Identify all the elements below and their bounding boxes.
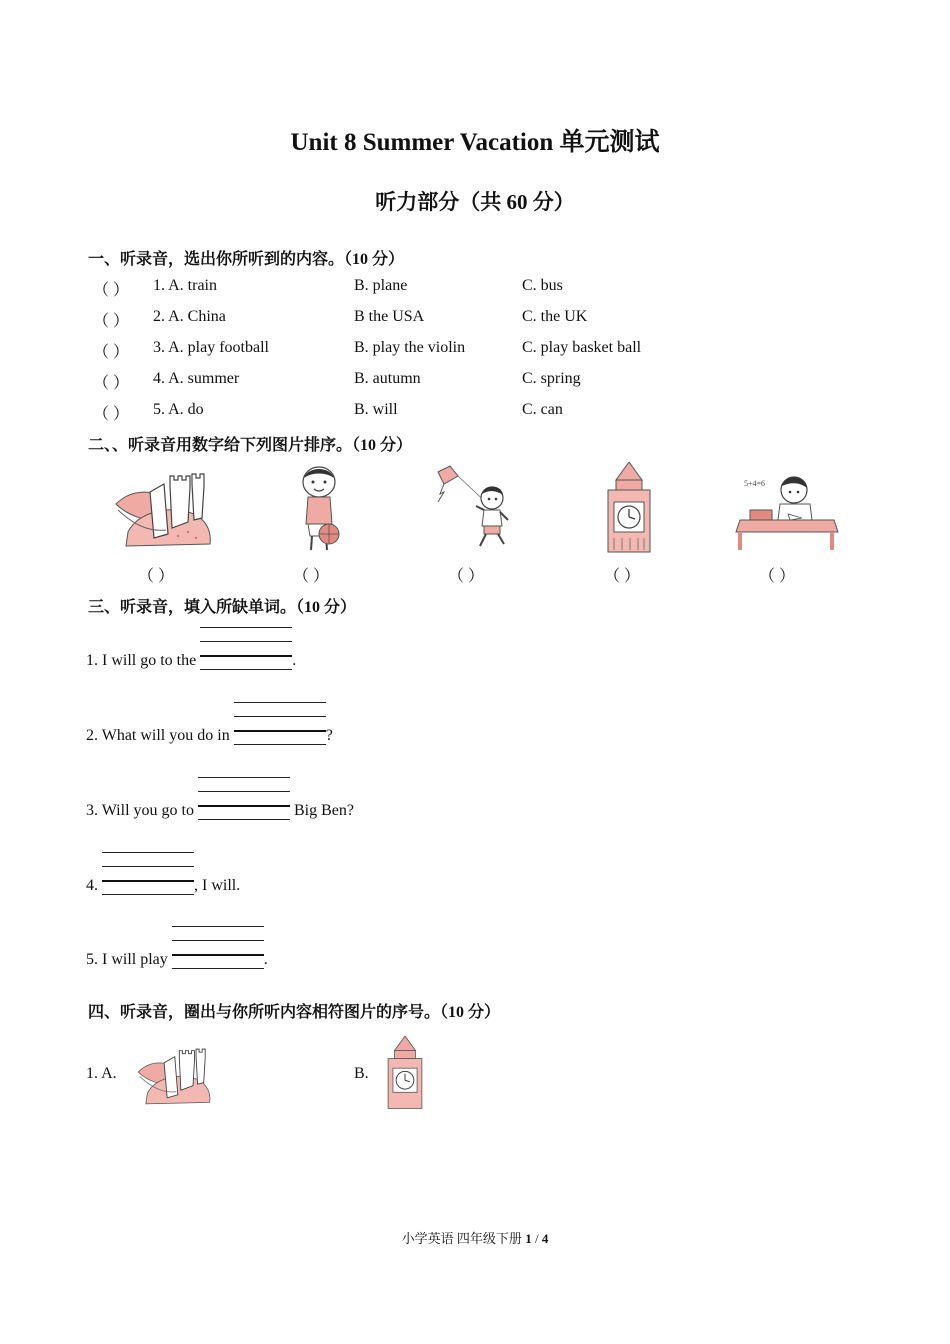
page-title: Unit 8 Summer Vacation 单元测试: [290, 129, 660, 156]
question-option-b: B. play the violin: [354, 339, 466, 356]
question-option-b: B. plane: [354, 277, 408, 294]
footer-total-pages: 4: [541, 1231, 549, 1246]
fill-blank-before-text: 5. I will play: [86, 951, 172, 968]
question-option-a: 2. A. China: [153, 308, 226, 325]
footer-text: 小学英语 四年级下册: [401, 1231, 526, 1246]
desk-scribble-text: 5+4=6: [744, 479, 766, 488]
footer-separator: /: [531, 1231, 542, 1246]
section2-heading: 二、、听录音用数字给下列图片排序。（10 分）: [88, 437, 413, 454]
great-wall-option-picture[interactable]: [128, 1040, 220, 1110]
section1-heading: 一、听录音，选出你所听到的内容。（10 分）: [88, 251, 405, 268]
picture-answer-paren[interactable]: （ ）: [604, 568, 641, 585]
page-footer: [0, 1228, 950, 1247]
great-wall-picture: [108, 462, 218, 554]
fill-blank-before-text: 2. What will you do in: [86, 727, 234, 744]
question-option-a: 3. A. play football: [153, 339, 269, 356]
picture-answer-paren[interactable]: （ ）: [759, 568, 796, 585]
boy-desk-picture: [730, 462, 840, 554]
fill-blank-before-text: 3. Will you go to: [86, 802, 198, 819]
fill-blank-item: [86, 722, 333, 745]
fill-blank-item: [86, 797, 354, 820]
picture-answer-paren[interactable]: （ ）: [138, 568, 175, 585]
fill-blank-item: [86, 946, 268, 969]
question-option-a: 1. A. train: [153, 277, 217, 294]
question-option-b: B the USA: [354, 308, 425, 325]
picture-answer-paren[interactable]: （ ）: [448, 568, 485, 585]
option-a-label[interactable]: 1. A.: [86, 1065, 117, 1082]
answer-paren[interactable]: （ ）: [93, 406, 130, 423]
fill-blank-line[interactable]: [234, 722, 326, 740]
fill-blank-line[interactable]: [102, 872, 194, 890]
question-option-c: C. play basket ball: [522, 339, 642, 356]
question-option-b: B. autumn: [354, 370, 421, 387]
answer-paren[interactable]: （ ）: [93, 375, 130, 392]
answer-paren[interactable]: （ ）: [93, 282, 130, 299]
question-option-b: B. will: [354, 401, 398, 418]
fill-blank-before-text: 1. I will go to the: [86, 652, 201, 669]
question-option-a: 4. A. summer: [153, 370, 240, 387]
picture-answer-paren[interactable]: （ ）: [293, 568, 330, 585]
section4-heading: 四、听录音，圈出与你所听内容相符图片的序号。（10 分）: [88, 1004, 501, 1021]
fill-blank-after-text: , I will.: [194, 877, 241, 894]
big-ben-option-picture[interactable]: [380, 1036, 430, 1110]
listening-section-title: 听力部分（共 60 分）: [375, 190, 575, 214]
boy-kite-picture: [420, 462, 530, 554]
fill-blank-after-text: .: [292, 652, 297, 669]
fill-blank-after-text: ?: [325, 727, 333, 744]
question-option-c: C. can: [522, 401, 563, 418]
question-option-a: 5. A. do: [153, 401, 204, 418]
option-b-label[interactable]: B.: [354, 1065, 369, 1082]
question-option-c: C. bus: [522, 277, 563, 294]
fill-blank-item: [86, 647, 296, 670]
question-option-c: C. the UK: [522, 308, 588, 325]
fill-blank-line[interactable]: [198, 797, 290, 815]
footer-page-number: 1: [525, 1231, 532, 1246]
section3-heading: 三、听录音，填入所缺单词。（10 分）: [88, 599, 357, 616]
answer-paren[interactable]: （ ）: [93, 313, 130, 330]
fill-blank-line[interactable]: [172, 946, 264, 964]
question-option-c: C. spring: [522, 370, 581, 387]
fill-blank-line[interactable]: [200, 647, 292, 665]
fill-blank-item: [86, 872, 240, 895]
fill-blank-after-text: Big Ben?: [289, 802, 354, 819]
fill-blank-after-text: .: [263, 951, 268, 968]
answer-paren[interactable]: （ ）: [93, 344, 130, 361]
boy-basketball-picture: [264, 462, 374, 554]
big-ben-picture: [574, 462, 684, 554]
fill-blank-before-text: 4.: [86, 877, 102, 894]
